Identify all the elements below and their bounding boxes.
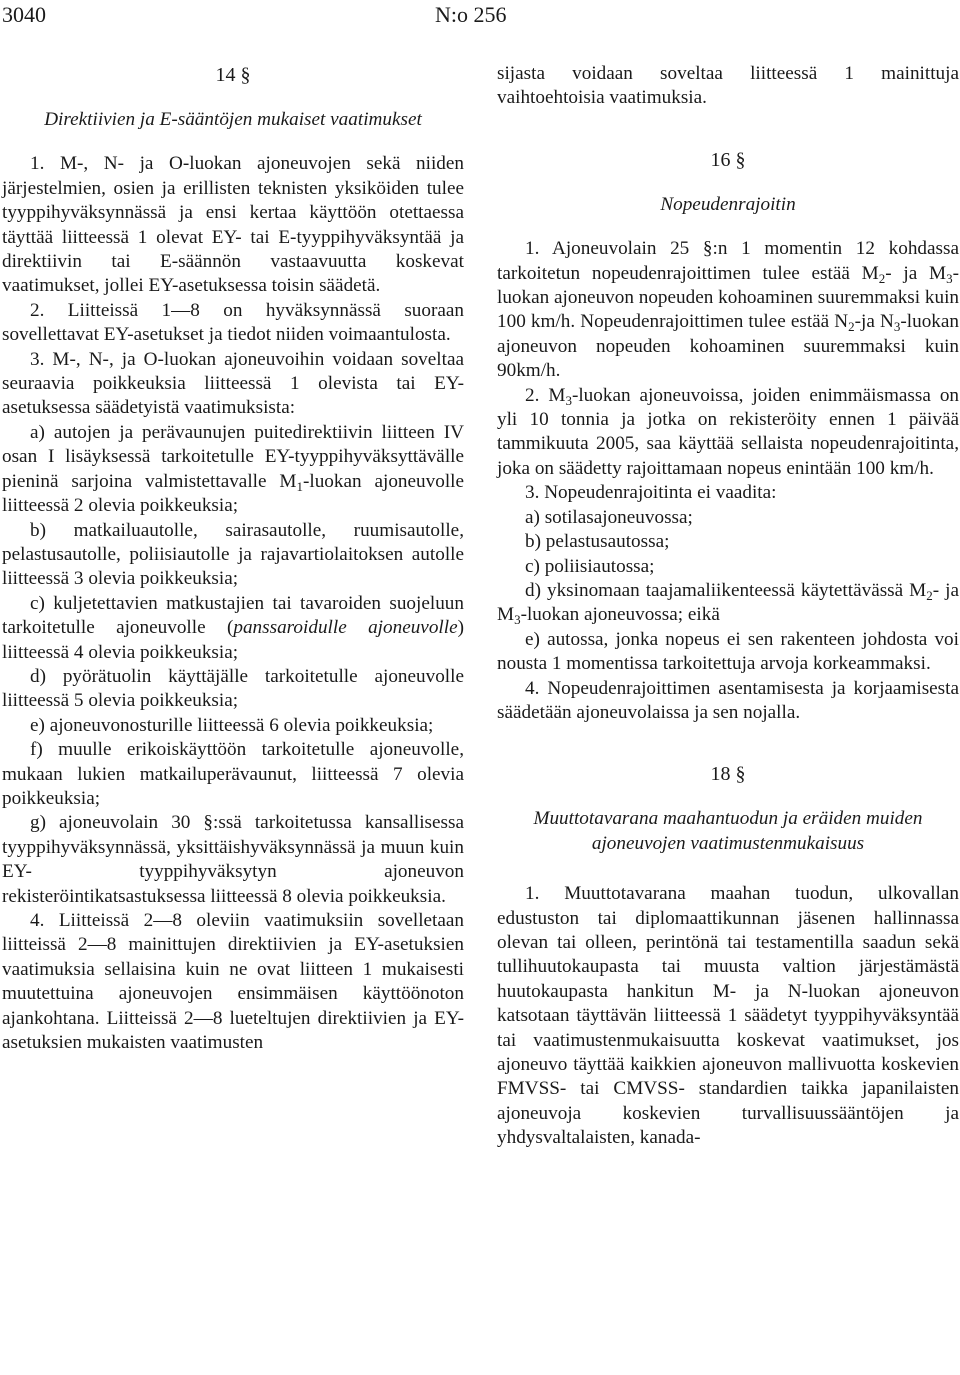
issue-number: N:o 256 — [435, 2, 507, 27]
section-14-paragraph-1: 1. M-, N- ja O-luokan ajoneuvojen sekä niiden järjestelmien, osien ja erillisten teknisten yksiköiden tulee tyyppihyväksynnässä ja ensi kertaa käyttöön otettaessa täyttää liitteessä 1 olevat EY- tai E-tyyppihyväksyntää ja direktiivin tai E-säännön vastaavuutta koskevat vaatimukset, jollei EY-asetuksessa toisin säädetä. — [2, 153, 464, 297]
section-14-item-d: d) pyörätuolin käyttäjälle tarkoitetulle ajoneuvolle liitteessä 5 olevia poikkeuksia; — [2, 665, 464, 712]
section-14-item-a: a) autojen ja perävaunujen puitedirektiivin liitteen IV osan I lisäyksessä tarkoitetulle EY-tyyppihyväksyttävälle pieninä sarjoina valmistettavalle $M_1$-luokan ajoneuvolle liitteessä 2 olevia poikkeuksia; — [2, 421, 464, 517]
section-14-item-g: g) ajoneuvolain 30 §:ssä tarkoitetussa kansallisessa tyyppihyväksynnässä, yksittäishyväksynnässä ja muun kuin EY- tyyppihyväksytyn ajoneuvon rekisteröintikatsastuksessa liitteessä 8 olevia poikkeuksia. — [2, 812, 464, 907]
right-column — [497, 62, 959, 1151]
section-14-title: Direktiivien ja E-sääntöjen mukaiset vaatimukset — [44, 109, 422, 130]
section-18-paragraph-1: 1. Muuttotavarana maahan tuodun, ulkovallan edustuston tai diplomaattikunnan jäsenen hallinnassa olevan tai olleen, perintönä tai testamentilla saadun sekä tullihuutokaupasta tai muusta valtion järjestämästä huutokaupasta hankitun M- ja N-luokan ajoneuvon katsotaan täyttävän liitteessä 1 säädetyt tyyppihyväksyntää tai vaatimustenmukaisuutta koskevat vaatimukset, jos ajoneuvo täyttää kaikkien ajoneuvon mallivuotta koskevien FMVSS- tai CMVSS- standardien taikka japanilaisten ajoneuvoja koskevien turvallisuussääntöjen ja yhdysvaltalaisten, kanada- — [497, 883, 959, 1149]
section-14-item-f: f) muulle erikoiskäyttöön tarkoitetulle ajoneuvolle, mukaan lukien matkailuperävaunut, liitteessä 7 olevia poikkeuksia; — [2, 739, 464, 809]
page-number: 3040 — [2, 2, 46, 27]
section-16-paragraph-2: 2. $M_3$-luokan ajoneuvoissa, joiden enimmäismassa on yli 10 tonnia ja jotka on rekisteröity ennen 1 päivää tammikuuta 2005, saa käyttää sellaista nopeudenrajoitinta, joka on säädetty rajoittamaan nopeus enintään 100 km/h. — [497, 384, 960, 479]
section-16-paragraph-3: 3. Nopeudenrajoitinta ei vaadita: — [525, 482, 777, 504]
section-16-paragraph-1: 1. Ajoneuvolain 25 §:n 1 momentin 12 kohdassa tarkoitetun nopeudenrajoittimen tulee estää $M_2-$ ja $M_3$-luokan ajoneuvon nopeuden kohoaminen suuremmaksi kuin 100 km/h. Nopeudenrajoittimen tulee estää $N_2-ja$ $N_3$-luokan ajoneuvon nopeuden kohoaminen suuremmaksi kuin 90km/h. — [497, 238, 960, 382]
section-16-item-a: a) sotilasajoneuvossa; — [525, 506, 693, 528]
section-14-paragraph-3: 3. M-, N-, ja O-luokan ajoneuvoihin voidaan soveltaa seuraavia poikkeuksia liitteessä 1 olevista tai EY-asetuksessa säädetyistä vaatimuksista: — [2, 348, 464, 419]
section-14-item-b: b) matkailuautolle, sairasautolle, ruumisautolle, pelastusautolle, poliisiautolle ja rajavartiolaitoksen autolle liitteessä 3 olevia poikkeuksia; — [2, 519, 464, 590]
section-16-title: Nopeudenrajoitin — [660, 193, 796, 215]
section-18-title: Muuttotavarana maahantuodun ja eräiden muiden ajoneuvojen vaatimustenmukaisuus — [533, 808, 923, 854]
section-14-item-c: c) kuljetettavien matkustajien tai tavaroiden suojeluun tarkoitetulle ajoneuvolle (panssaroidulle ajoneuvolle) liitteessä 4 olevia poikkeuksia; — [2, 592, 464, 663]
section-14-paragraph-4: 4. Liitteissä 2—8 oleviin vaatimuksiin sovelletaan liitteissä 2—8 mainittujen direktiivien ja EY-asetuksien vaatimuksia sellaisina kuin ne ovat liitteen 1 mukaisesti muutettuina ajoneuvojen ensimmäisen käyttöönoton ajankohtana. Liitteissä 2—8 lueteltujen direktiivien ja EY-asetuksien mukaisten vaatimusten — [2, 910, 464, 1054]
section-14-paragraph-2: 2. Liitteissä 1—8 on hyväksynnässä suoraan sovellettavat EY-asetukset ja tiedot niiden voimaantulosta. — [2, 299, 464, 346]
section-14-number: 14 § — [215, 64, 251, 86]
section-16-item-c: c) poliisiautossa; — [525, 555, 655, 577]
section-16-item-d: d) yksinomaan taajamaliikenteessä käytettävässä $M_2-$ ja $M_3$-luokan ajoneuvossa; eikä — [497, 579, 959, 628]
section-16-number: 16 § — [710, 148, 746, 171]
section-14-continuation: sijasta voidaan soveltaa liitteessä 1 mainittuja vaihtoehtoisia vaatimuksia. — [497, 63, 959, 109]
left-column — [2, 62, 464, 1055]
page-header — [2, 2, 522, 28]
section-16-paragraph-4: 4. Nopeudenrajoittimen asentamisesta ja korjaamisesta säädetään ajoneuvolaissa ja sen nojalla. — [497, 677, 959, 723]
section-14-item-e: e) ajoneuvonosturille liitteessä 6 olevia poikkeuksia; — [30, 714, 434, 736]
section-18-number: 18 § — [710, 763, 746, 786]
section-16-item-b: b) pelastusautossa; — [525, 531, 670, 553]
section-16-item-e: e) autossa, jonka nopeus ei sen rakenteen johdosta voi nousta 1 momentissa tarkoitettuja arvoja korkeammaksi. — [497, 628, 959, 675]
